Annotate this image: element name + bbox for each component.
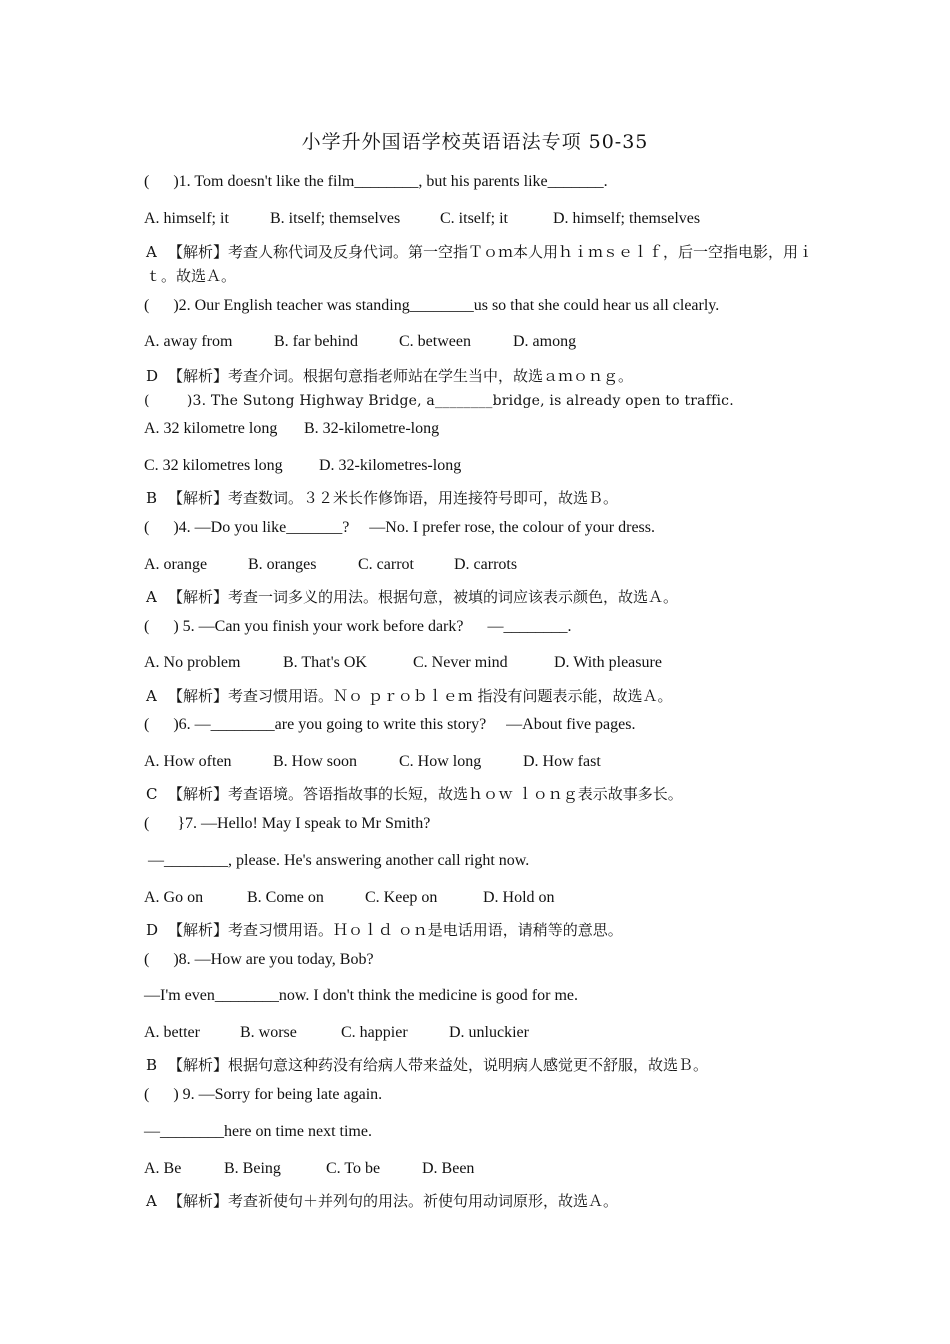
answer-analysis: 【解析】考查语境。答语指故事的长短，故选ｈｏｗ ｌｏｎｇ表示故事多长。 [168,785,683,803]
option-a: A. orange [144,556,208,573]
answer-analysis: 【解析】考查祈使句＋并列句的用法。祈使句用动词原形，故选Ａ。 [168,1192,619,1210]
question-7-answer [146,918,816,942]
question-5-answer [146,684,816,708]
option-b: B. worse [240,1024,297,1041]
option-c: C. itself; it [440,210,508,227]
option-d: D. himself; themselves [553,210,701,227]
option-c: C. To be [326,1160,381,1177]
question-2-options [144,332,576,352]
question-4-stem: ( )4. —Do you like_______? —No. I prefer rose, the colour of your dress. [144,519,655,536]
question-9-options [144,1159,474,1179]
question-6-stem: ( )6. —________are you going to write this story? —About five pages. [144,716,636,733]
option-b: B. far behind [274,333,358,350]
answer-key: A [146,588,157,606]
option-d: D. Been [422,1160,475,1177]
question-9-stem: ( ) 9. —Sorry for being late again. [144,1086,383,1103]
option-a: A. No problem [144,654,241,671]
answer-analysis: 【解析】考查习惯用语。Ｈｏｌｄ ｏｎ是电话用语，请稍等的意思。 [168,921,623,939]
question-8-stem: ( )8. —How are you today, Bob? [144,951,374,968]
question-1-answer [146,240,816,288]
question-6-options [144,752,601,772]
question-2-stem: ( )2. Our English teacher was standing________us so that she could hear us all clearly. [144,297,720,314]
answer-key: A [146,243,157,261]
option-a: A. better [144,1024,200,1041]
answer-key: A [146,1192,157,1210]
question-4-options [144,555,517,575]
question-1-stem: ( )1. Tom doesn't like the film________, but his parents like_______. [144,173,608,190]
answer-analysis: 【解析】考查介词。根据句意指老师站在学生当中，故选ａｍｏｎｇ。 [168,367,634,385]
question-9-answer [146,1189,816,1213]
answer-analysis: 【解析】考查一词多义的用法。根据句意，被填的词应该表示颜色，故选Ａ。 [168,588,679,606]
option-c: C. happier [341,1024,408,1041]
answer-analysis: 【解析】根据句意这种药没有给病人带来益处，说明病人感觉更不舒服，故选Ｂ。 [168,1056,709,1074]
page-title: 小学升外国语学校英语语法专项 50-35 [301,131,649,153]
question-5-stem: ( ) 5. —Can you finish your work before dark? —________. [144,618,572,635]
question-8-answer [146,1053,816,1077]
question-6-answer [146,782,816,806]
answer-key: A [146,687,157,705]
answer-analysis: 【解析】考查习惯用语。Ｎｏ ｐｒｏｂｌｅｍ 指没有问题表示能，故选Ａ。 [168,687,673,705]
option-c: C. Keep on [365,889,438,906]
option-b: B. How soon [273,753,358,770]
option-b: B. Being [224,1160,281,1177]
option-d: D. carrots [454,556,518,573]
option-a: A. Go on [144,889,204,906]
option-d: D. unluckier [449,1024,529,1041]
question-5-options [144,653,662,673]
option-b: B. Come on [247,889,324,906]
option-b: B. That's OK [283,654,367,671]
option-c: C. Never mind [413,654,508,671]
question-7-stem: ( }7. —Hello! May I speak to Mr Smith? [144,815,431,832]
answer-analysis: 【解析】考查人称代词及反身代词。第一空指Ｔｏｍ本人用ｈｉｍｓｅｌｆ，后一空指电影，用ｉｔ。故选Ａ。 [146,243,814,285]
option-a: A. himself; it [144,210,229,227]
option-a: A. How often [144,753,232,770]
question-7-options [144,888,555,908]
option-a: A. 32 kilometre long [144,420,278,437]
option-b: B. oranges [248,556,317,573]
option-d: D. How fast [523,753,601,770]
option-c: C. 32 kilometres long [144,457,283,474]
question-1-options [144,209,700,229]
option-d: D. Hold on [483,889,555,906]
option-d: D. among [513,333,577,350]
question-8-reply: —I'm even________now. I don't think the medicine is good for me. [144,987,578,1004]
question-3-options-row2 [144,456,461,476]
option-c: C. How long [399,753,482,770]
answer-key: B [146,489,158,507]
answer-key: C [146,785,158,803]
question-4-answer [146,585,816,609]
option-c: C. between [399,333,471,350]
answer-key: B [146,1056,158,1074]
question-7-reply: —________, please. He's answering another call right now. [144,852,530,869]
question-9-reply: —________here on time next time. [144,1123,372,1140]
option-a: A. away from [144,333,233,350]
question-3-answer [146,486,816,510]
option-a: A. Be [144,1160,182,1177]
question-8-options [144,1023,529,1043]
answer-key: D [146,367,159,385]
option-c: C. carrot [358,556,414,573]
option-b: B. itself; themselves [270,210,401,227]
question-2-answer [146,364,816,388]
question-3-options [144,419,439,439]
option-b: B. 32-kilometre-long [304,420,440,437]
answer-analysis: 【解析】考查数词。３２米长作修饰语，用连接符号即可，故选Ｂ。 [168,489,619,507]
answer-key: D [146,921,159,939]
option-d: D. With pleasure [554,654,662,671]
question-3-stem: ( )3. The Sutong Highway Bridge, a________bridge, is already open to traffic. [144,393,734,409]
option-d: D. 32-kilometres-long [319,457,462,474]
